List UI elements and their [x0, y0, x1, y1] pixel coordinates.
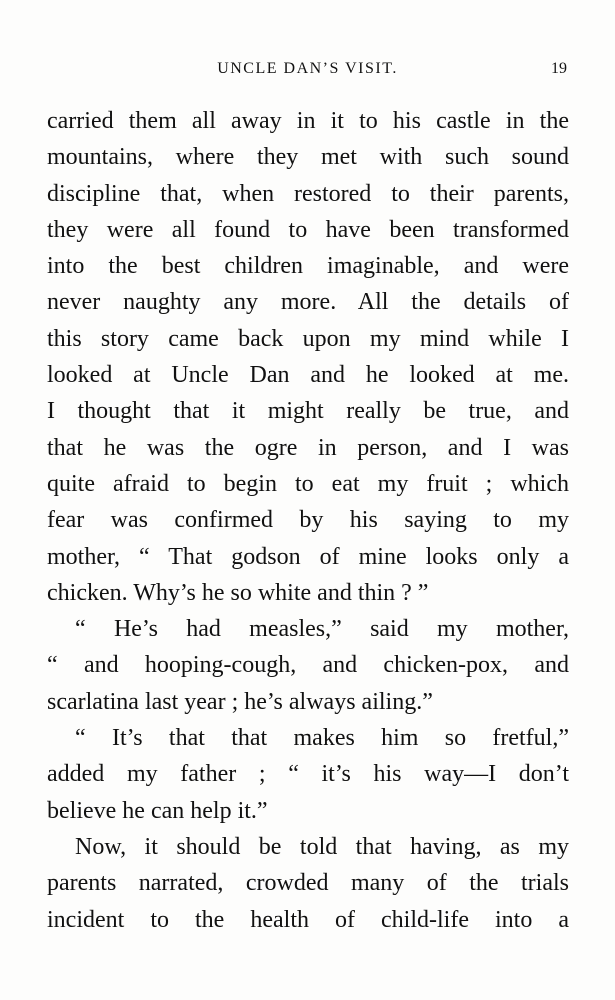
text-line: quite afraid to begin to eat my fruit ; which [47, 470, 569, 497]
text-line: “ He’s had measles,” said my mother, [75, 616, 569, 643]
text-line: “ It’s that that makes him so fretful,” [75, 725, 569, 752]
text-line: mother, “ That godson of mine looks only a [47, 543, 569, 570]
text-line: mountains, where they met with such sound [47, 144, 569, 171]
text-line: Now, it should be told that having, as my [75, 833, 569, 860]
text-line: this story came back upon my mind while I [47, 325, 569, 352]
running-head [0, 60, 615, 84]
text-line: fear was confirmed by his saying to my [47, 507, 569, 534]
text-line: they were all found to have been transformed [47, 216, 569, 243]
text-line: incident to the health of child-life into a [47, 906, 569, 933]
running-title: UNCLE DAN’S VISIT. [217, 60, 398, 77]
text-line: added my father ; “ it’s his way—I don’t [47, 761, 569, 788]
text-line: looked at Uncle Dan and he looked at me. [47, 362, 569, 389]
text-line: I thought that it might really be true, and [47, 398, 569, 425]
text-line: never naughty any more. All the details of [47, 289, 569, 316]
text-line: that he was the ogre in person, and I was [47, 434, 569, 461]
body-text [47, 103, 569, 938]
text-line: carried them all away in it to his castle in the [47, 108, 569, 134]
text-line: parents narrated, crowded many of the trials [47, 870, 569, 897]
text-line: scarlatina last year ; he’s always ailing.” [47, 688, 433, 715]
text-line: discipline that, when restored to their parents, [47, 180, 569, 207]
page-number: 19 [551, 60, 567, 77]
text-line: into the best children imaginable, and were [47, 253, 569, 280]
text-line: chicken. Why’s he so white and thin ? ” [47, 579, 429, 606]
text-line: believe he can help it.” [47, 797, 268, 824]
text-line: “ and hooping-cough, and chicken-pox, and [47, 652, 569, 679]
